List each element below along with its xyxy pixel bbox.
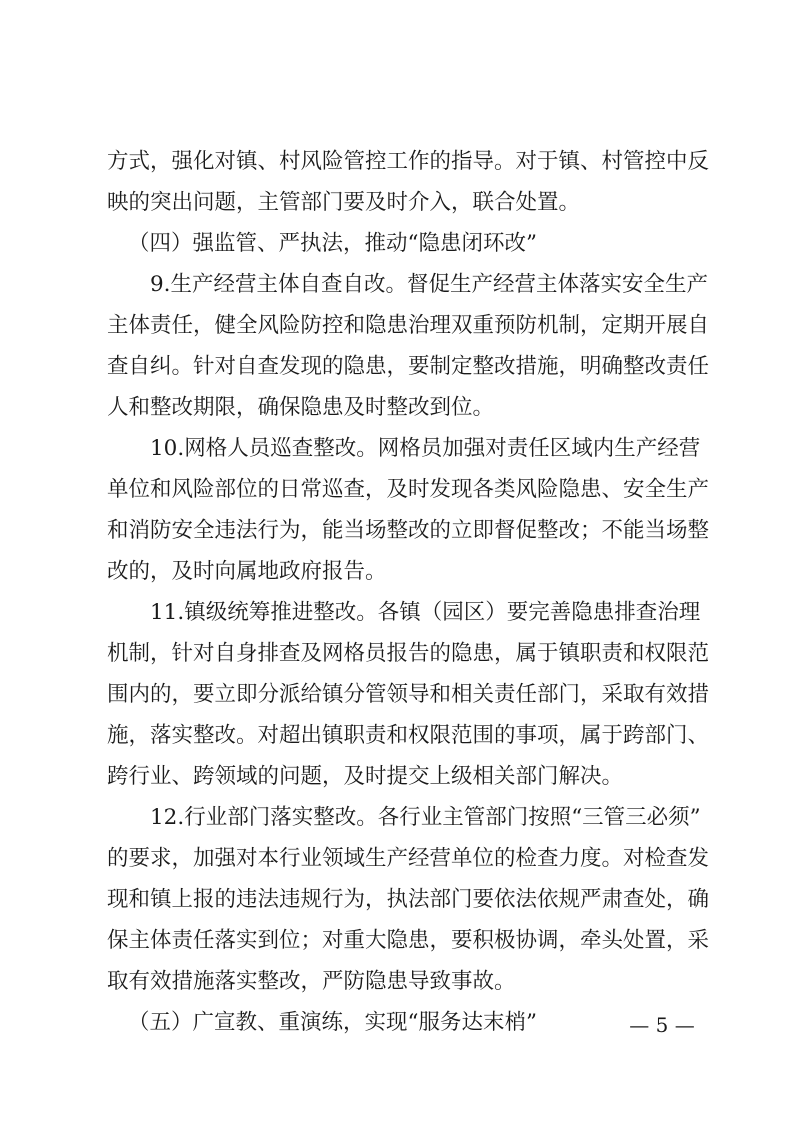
paragraph-line: 施，落实整改。对超出镇职责和权限范围的事项，属于跨部门、	[107, 723, 710, 748]
paragraph-line: 围内的，要立即分派给镇分管领导和相关责任部门，采取有效措	[107, 682, 710, 707]
paragraph-line: 方式，强化对镇、村风险管控工作的指导。对于镇、村管控中反	[107, 149, 710, 174]
paragraph-line: 单位和风险部位的日常巡查，及时发现各类风险隐患、安全生产	[107, 477, 710, 502]
paragraph-line: 的要求，加强对本行业领域生产经营单位的检查力度。对检查发	[107, 846, 710, 871]
paragraph-line: 机制，针对自身排查及网格员报告的隐患，属于镇职责和权限范	[107, 641, 710, 666]
paragraph-line: 9.生产经营主体自查自改。督促生产经营主体落实安全生产	[150, 272, 709, 297]
paragraph-line: 跨行业、跨领域的问题，及时提交上级相关部门解决。	[107, 764, 624, 789]
paragraph-line: 12.行业部门落实整改。各行业主管部门按照“三管三必须”	[150, 805, 701, 830]
paragraph-line: 现和镇上报的违法违规行为，执法部门要依法依规严肃查处，确	[107, 887, 710, 912]
paragraph-line: 10.网格人员巡查整改。网格员加强对责任区域内生产经营	[150, 436, 701, 461]
paragraph-line: 取有效措施落实整改，严防隐患导致事故。	[107, 969, 516, 994]
page-number: — 5 —	[629, 1013, 695, 1037]
paragraph-line: 保主体责任落实到位；对重大隐患，要积极协调，牵头处置，采	[107, 928, 710, 953]
paragraph-line: 主体责任，健全风险防控和隐患治理双重预防机制，定期开展自	[107, 313, 710, 338]
section-heading: （五）广宣教、重演练，实现“服务达末梢”	[128, 1010, 537, 1035]
paragraph-line: 人和整改期限，确保隐患及时整改到位。	[107, 395, 495, 420]
paragraph-line: 改的，及时向属地政府报告。	[107, 559, 387, 584]
paragraph-line: 映的突出问题，主管部门要及时介入，联合处置。	[107, 190, 581, 215]
paragraph-line: 11.镇级统筹推进整改。各镇（园区）要完善隐患排查治理	[150, 600, 701, 625]
paragraph-line: 和消防安全违法行为，能当场整改的立即督促整改；不能当场整	[107, 518, 710, 543]
section-heading: （四）强监管、严执法，推动“隐患闭环改”	[128, 231, 537, 256]
paragraph-line: 查自纠。针对自查发现的隐患，要制定整改措施，明确整改责任	[107, 354, 710, 379]
